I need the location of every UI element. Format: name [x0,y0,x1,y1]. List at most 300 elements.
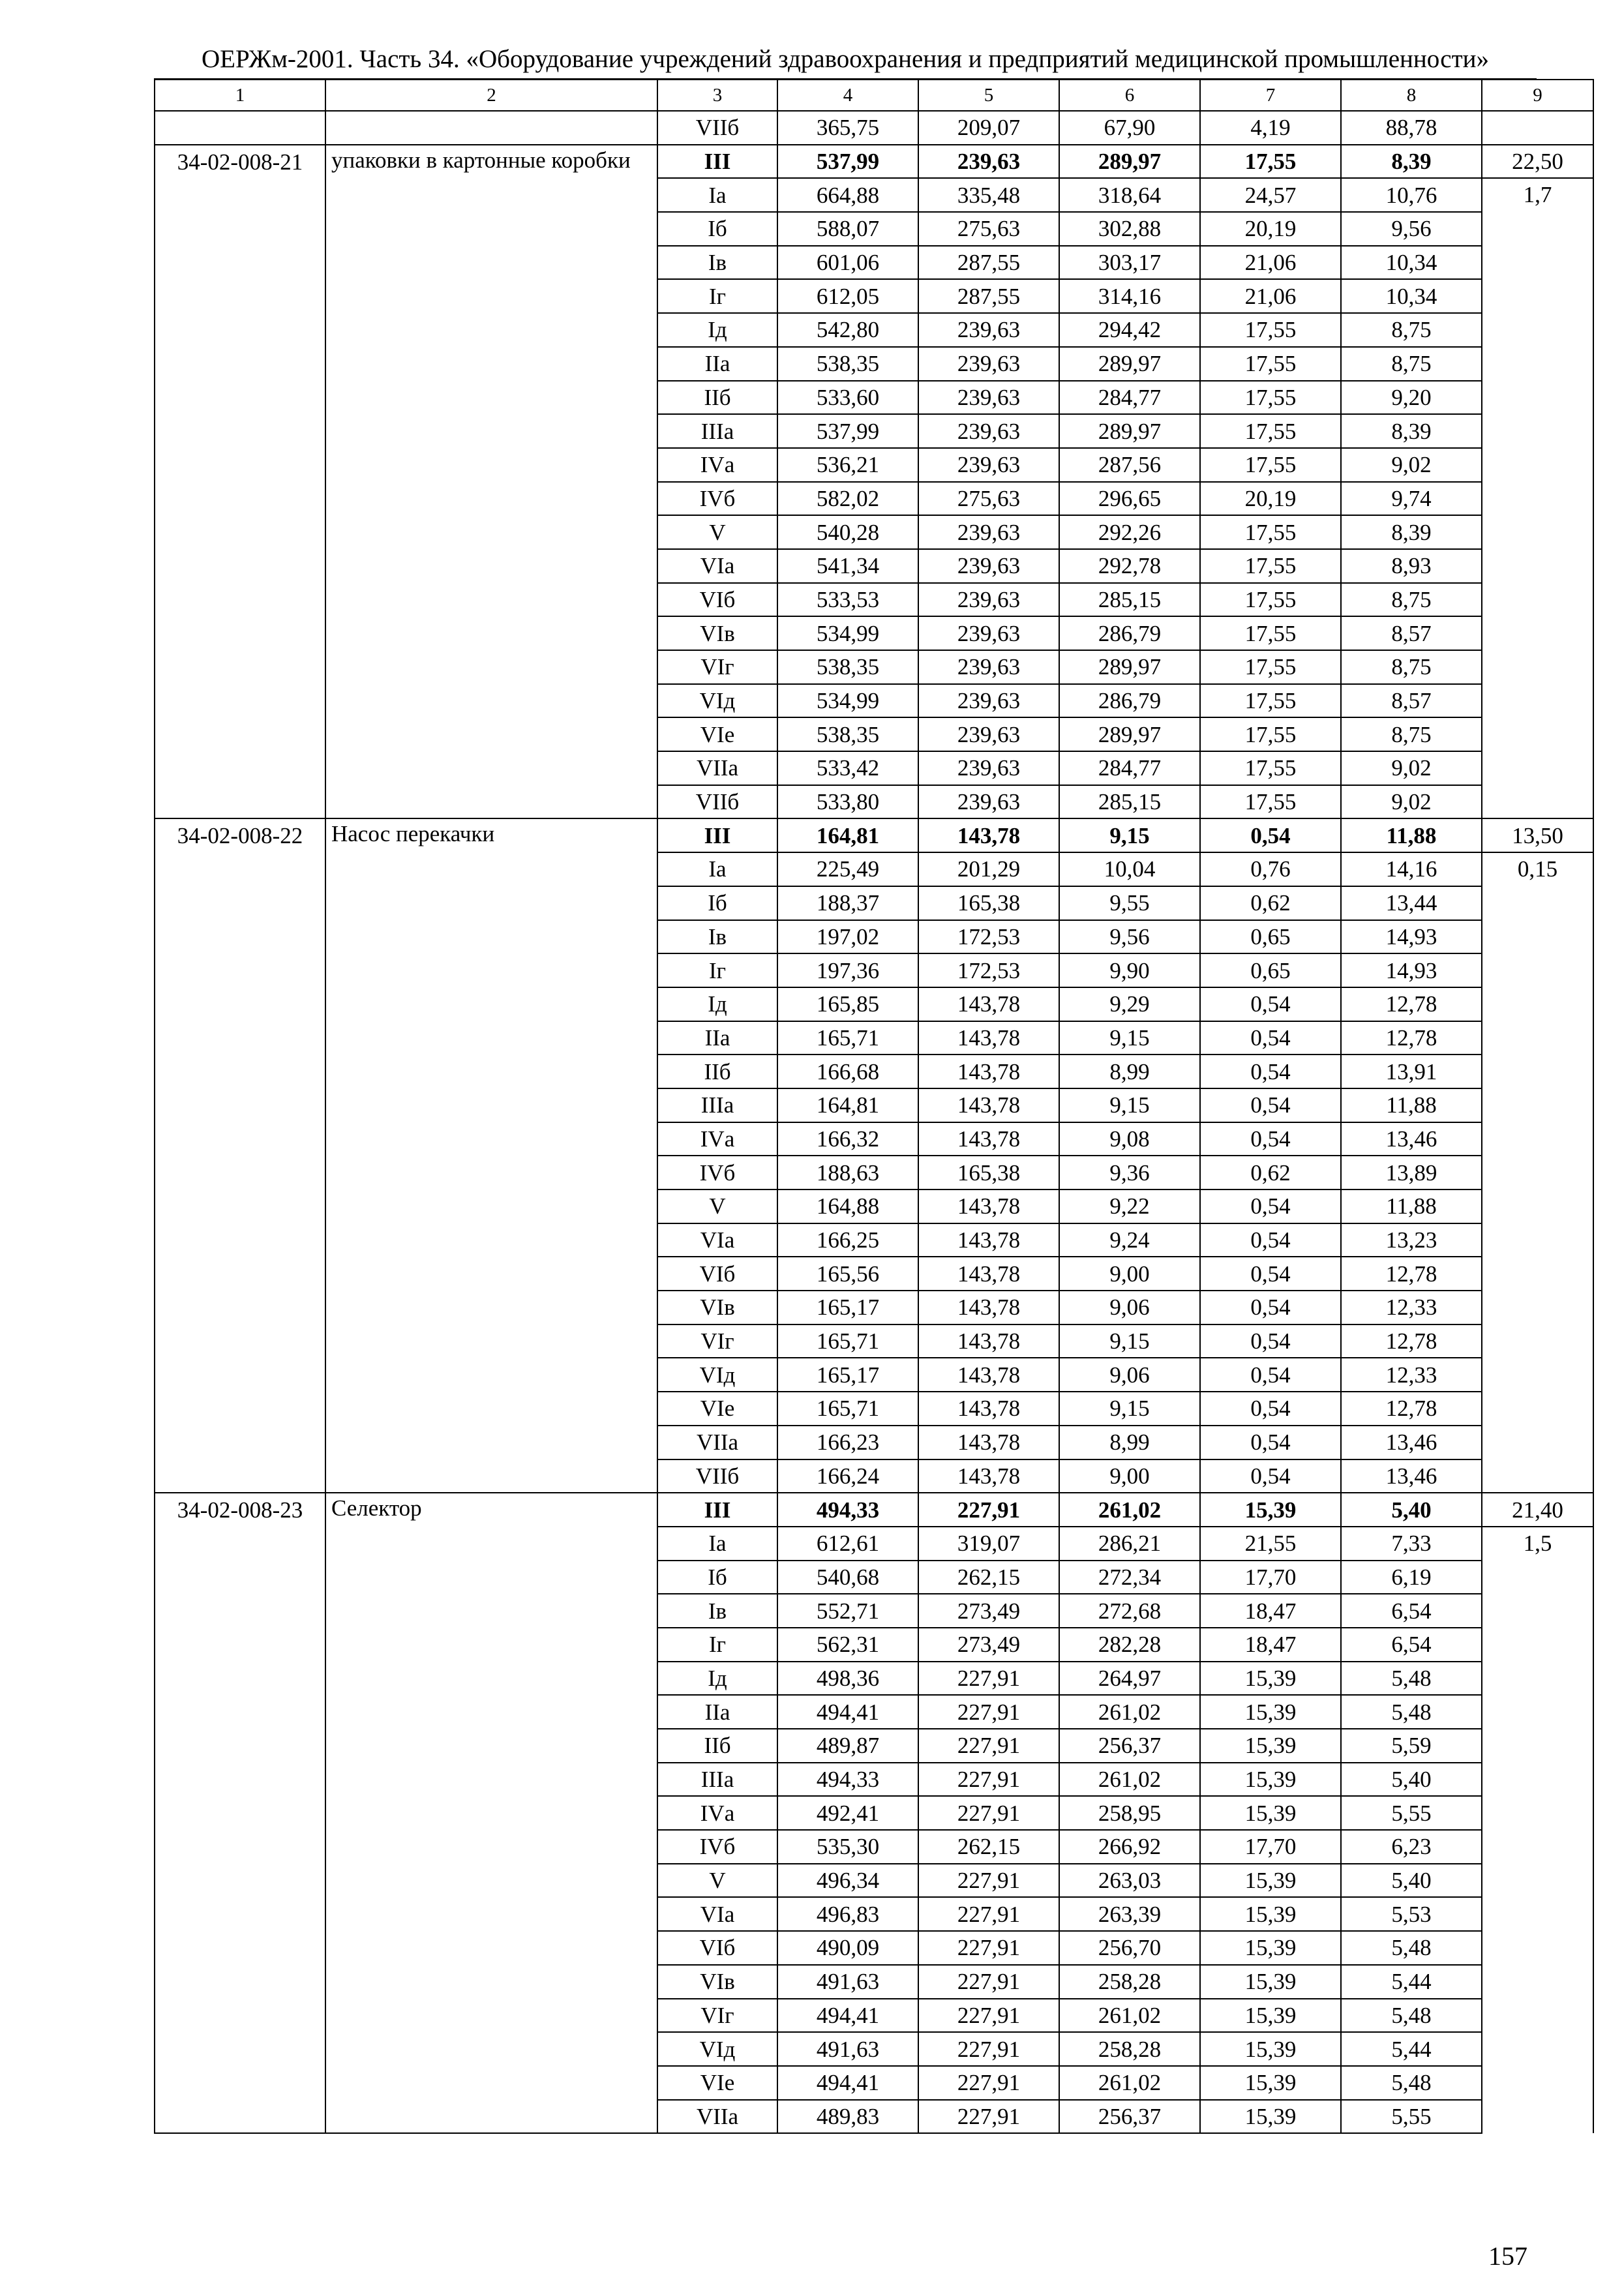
zone-cell: IIб [657,381,777,415]
value-cell: 5,48 [1341,1999,1482,2033]
value-cell: 533,80 [777,785,918,819]
value-cell: 5,59 [1341,1729,1482,1763]
value-cell: 8,75 [1341,313,1482,347]
value-cell: 266,92 [1059,1830,1200,1864]
value-cell: 165,71 [777,1021,918,1055]
value-cell: 15,39 [1200,1662,1341,1696]
value-cell: 165,17 [777,1358,918,1392]
value-cell: 258,28 [1059,1965,1200,1999]
page-number: 157 [1488,2241,1527,2271]
value-cell: 0,65 [1200,953,1341,987]
value-cell: 0,62 [1200,886,1341,920]
value-cell: 227,91 [918,1729,1059,1763]
zone-cell: VIв [657,1291,777,1324]
value-cell: 261,02 [1059,2066,1200,2100]
zone-cell: Iг [657,953,777,987]
value-cell: 164,88 [777,1189,918,1223]
value-cell: 5,48 [1341,1931,1482,1965]
zone-cell: VIIа [657,1426,777,1459]
value-cell: 225,49 [777,852,918,886]
value-cell: 17,70 [1200,1830,1341,1864]
value-cell: 538,35 [777,347,918,381]
value-cell: 10,76 [1341,178,1482,212]
value-cell: 10,04 [1059,852,1200,886]
value-cell: 17,55 [1200,717,1341,751]
zone-cell: VIIа [657,751,777,785]
value-cell: 8,75 [1341,650,1482,684]
value-cell: 5,44 [1341,2032,1482,2066]
value-cell: 143,78 [918,1392,1059,1426]
column-number: 3 [657,80,777,111]
zone-cell: VIа [657,549,777,583]
value-cell: 534,99 [777,616,918,650]
value-cell: 287,55 [918,246,1059,280]
code-cell: 34-02-008-22 [155,818,325,1493]
value-cell: 143,78 [918,1021,1059,1055]
value-cell: 5,40 [1341,1763,1482,1797]
value-cell: 14,93 [1341,953,1482,987]
value-cell: 166,23 [777,1426,918,1459]
value-cell: 143,78 [918,1257,1059,1291]
value-cell: 11,88 [1341,1088,1482,1122]
value-cell: 239,63 [918,448,1059,482]
value-cell: 17,55 [1200,414,1341,448]
note-cell: 0,15 [1482,852,1593,1493]
value-cell: 15,39 [1200,1796,1341,1830]
note-cell: 22,50 [1482,145,1593,179]
value-cell: 13,89 [1341,1156,1482,1189]
value-cell: 8,39 [1341,515,1482,549]
zone-cell: VIIб [657,785,777,819]
value-cell: 491,63 [777,2032,918,2066]
value-cell: 143,78 [918,1324,1059,1358]
value-cell: 143,78 [918,987,1059,1021]
zone-cell: IVа [657,448,777,482]
value-cell: 289,97 [1059,414,1200,448]
value-cell: 6,19 [1341,1561,1482,1594]
value-cell: 285,15 [1059,583,1200,617]
value-cell: 5,48 [1341,1662,1482,1696]
value-cell: 286,79 [1059,684,1200,718]
zone-cell: Iд [657,313,777,347]
column-number: 2 [325,80,657,111]
zone-cell: Iд [657,987,777,1021]
value-cell: 5,40 [1341,1864,1482,1898]
column-number: 5 [918,80,1059,111]
zone-cell: IVб [657,1830,777,1864]
column-number-row [155,80,1593,111]
value-cell: 287,56 [1059,448,1200,482]
value-cell: 17,55 [1200,381,1341,415]
value-cell: 0,54 [1200,1055,1341,1088]
value-cell: 15,39 [1200,1695,1341,1729]
zone-cell: V [657,1189,777,1223]
value-cell: 12,78 [1341,987,1482,1021]
value-cell: 239,63 [918,414,1059,448]
value-cell: 8,75 [1341,347,1482,381]
value-cell: 165,71 [777,1392,918,1426]
zone-cell: VIд [657,684,777,718]
table-row [155,145,1593,179]
value-cell: 7,33 [1341,1527,1482,1561]
value-cell: 289,97 [1059,145,1200,179]
value-cell: 88,78 [1341,111,1482,145]
value-cell: 143,78 [918,1189,1059,1223]
value-cell: 143,78 [918,1055,1059,1088]
value-cell: 166,24 [777,1459,918,1493]
zone-cell: III [657,818,777,852]
value-cell: 143,78 [918,1122,1059,1156]
value-cell: 17,55 [1200,448,1341,482]
zone-cell: Iг [657,1628,777,1662]
value-cell: 209,07 [918,111,1059,145]
value-cell: 9,29 [1059,987,1200,1021]
value-cell: 0,54 [1200,1358,1341,1392]
value-cell: 165,71 [777,1324,918,1358]
value-cell: 13,46 [1341,1122,1482,1156]
value-cell: 294,42 [1059,313,1200,347]
value-cell: 8,99 [1059,1055,1200,1088]
value-cell: 239,63 [918,650,1059,684]
zone-cell: Iа [657,178,777,212]
zone-cell: VIд [657,1358,777,1392]
value-cell: 538,35 [777,650,918,684]
value-cell: 612,61 [777,1527,918,1561]
value-cell: 286,79 [1059,616,1200,650]
value-cell: 13,23 [1341,1223,1482,1257]
note-cell: 13,50 [1482,818,1593,852]
value-cell: 263,39 [1059,1897,1200,1931]
value-cell: 8,57 [1341,616,1482,650]
zone-cell: IIа [657,1695,777,1729]
value-cell: 541,34 [777,549,918,583]
value-cell: 164,81 [777,1088,918,1122]
value-cell: 9,06 [1059,1291,1200,1324]
value-cell: 188,63 [777,1156,918,1189]
value-cell: 9,15 [1059,818,1200,852]
zone-cell: Iб [657,1561,777,1594]
value-cell: 17,55 [1200,515,1341,549]
value-cell: 588,07 [777,212,918,246]
name-cell: Насос перекачки [325,818,657,1493]
value-cell: 14,16 [1341,852,1482,886]
value-cell: 9,08 [1059,1122,1200,1156]
value-cell: 21,06 [1200,279,1341,313]
value-cell: 12,78 [1341,1257,1482,1291]
value-cell: 0,54 [1200,987,1341,1021]
zone-cell: IIIа [657,1763,777,1797]
zone-cell: Iа [657,852,777,886]
value-cell: 227,91 [918,1864,1059,1898]
code-cell: 34-02-008-21 [155,145,325,819]
value-cell: 285,15 [1059,785,1200,819]
value-cell: 239,63 [918,313,1059,347]
value-cell: 0,54 [1200,1122,1341,1156]
value-cell: 12,33 [1341,1358,1482,1392]
value-cell: 227,91 [918,1763,1059,1797]
value-cell: 9,15 [1059,1392,1200,1426]
value-cell: 0,54 [1200,1392,1341,1426]
value-cell: 8,39 [1341,145,1482,179]
value-cell: 9,15 [1059,1088,1200,1122]
value-cell: 272,68 [1059,1594,1200,1628]
value-cell: 18,47 [1200,1628,1341,1662]
zone-cell: VIд [657,2032,777,2066]
value-cell: 494,33 [777,1763,918,1797]
zone-cell: VIе [657,1392,777,1426]
value-cell: 282,28 [1059,1628,1200,1662]
value-cell: 496,34 [777,1864,918,1898]
value-cell: 143,78 [918,818,1059,852]
zone-cell: IVа [657,1122,777,1156]
value-cell: 256,37 [1059,2100,1200,2134]
zone-cell: IIIа [657,414,777,448]
value-cell: 318,64 [1059,178,1200,212]
value-cell: 262,15 [918,1830,1059,1864]
value-cell: 165,38 [918,1156,1059,1189]
value-cell: 286,21 [1059,1527,1200,1561]
value-cell: 239,63 [918,347,1059,381]
value-cell: 15,39 [1200,1999,1341,2033]
value-cell: 296,65 [1059,482,1200,516]
zone-cell: V [657,1864,777,1898]
value-cell: 5,55 [1341,2100,1482,2134]
zone-cell: IIб [657,1055,777,1088]
note-cell: 21,40 [1482,1493,1593,1527]
value-cell: 0,54 [1200,1088,1341,1122]
value-cell: 303,17 [1059,246,1200,280]
column-number: 1 [155,80,325,111]
value-cell: 165,85 [777,987,918,1021]
value-cell: 0,54 [1200,1189,1341,1223]
value-cell: 9,06 [1059,1358,1200,1392]
value-cell: 536,21 [777,448,918,482]
table-row [155,818,1593,852]
value-cell: 15,39 [1200,2100,1341,2134]
value-cell: 292,78 [1059,549,1200,583]
value-cell: 8,75 [1341,583,1482,617]
value-cell: 227,91 [918,1965,1059,1999]
zone-cell: VIIб [657,1459,777,1493]
note-cell [1482,111,1593,145]
value-cell: 166,32 [777,1122,918,1156]
value-cell: 272,34 [1059,1561,1200,1594]
name-cell [325,111,657,145]
value-cell: 8,39 [1341,414,1482,448]
value-cell: 9,20 [1341,381,1482,415]
value-cell: 261,02 [1059,1763,1200,1797]
value-cell: 9,56 [1059,920,1200,954]
zone-cell: IVб [657,482,777,516]
value-cell: 17,55 [1200,616,1341,650]
value-cell: 537,99 [777,145,918,179]
value-cell: 8,57 [1341,684,1482,718]
value-cell: 540,28 [777,515,918,549]
value-cell: 165,38 [918,886,1059,920]
value-cell: 17,55 [1200,650,1341,684]
value-cell: 5,53 [1341,1897,1482,1931]
zone-cell: VIб [657,583,777,617]
value-cell: 21,55 [1200,1527,1341,1561]
value-cell: 258,28 [1059,2032,1200,2066]
value-cell: 8,75 [1341,717,1482,751]
table-body [155,80,1593,2133]
value-cell: 20,19 [1200,482,1341,516]
value-cell: 496,83 [777,1897,918,1931]
value-cell: 6,23 [1341,1830,1482,1864]
value-cell: 143,78 [918,1426,1059,1459]
zone-cell: Iб [657,886,777,920]
value-cell: 12,78 [1341,1324,1482,1358]
zone-cell: IIа [657,1021,777,1055]
value-cell: 9,02 [1341,785,1482,819]
value-cell: 15,39 [1200,1931,1341,1965]
value-cell: 0,76 [1200,852,1341,886]
zone-cell: IIIа [657,1088,777,1122]
value-cell: 261,02 [1059,1999,1200,2033]
value-cell: 284,77 [1059,381,1200,415]
value-cell: 0,65 [1200,920,1341,954]
value-cell: 287,55 [918,279,1059,313]
value-cell: 5,55 [1341,1796,1482,1830]
zone-cell: VIе [657,2066,777,2100]
value-cell: 9,22 [1059,1189,1200,1223]
column-number: 4 [777,80,918,111]
value-cell: 0,54 [1200,818,1341,852]
value-cell: 165,17 [777,1291,918,1324]
value-cell: 14,93 [1341,920,1482,954]
zone-cell: III [657,145,777,179]
value-cell: 143,78 [918,1223,1059,1257]
value-cell: 9,55 [1059,886,1200,920]
value-cell: 494,41 [777,1695,918,1729]
value-cell: 533,53 [777,583,918,617]
value-cell: 264,97 [1059,1662,1200,1696]
column-number: 8 [1341,80,1482,111]
value-cell: 227,91 [918,2100,1059,2134]
value-cell: 227,91 [918,1493,1059,1527]
value-cell: 227,91 [918,1931,1059,1965]
value-cell: 239,63 [918,583,1059,617]
name-cell: Селектор [325,1493,657,2133]
value-cell: 256,37 [1059,1729,1200,1763]
value-cell: 12,33 [1341,1291,1482,1324]
zone-cell: VIг [657,1999,777,2033]
value-cell: 9,36 [1059,1156,1200,1189]
value-cell: 319,07 [918,1527,1059,1561]
value-cell: 12,78 [1341,1392,1482,1426]
zone-cell: Iг [657,279,777,313]
value-cell: 9,00 [1059,1257,1200,1291]
value-cell: 0,54 [1200,1324,1341,1358]
value-cell: 542,80 [777,313,918,347]
name-cell: упаковки в картонные коробки [325,145,657,819]
value-cell: 13,46 [1341,1426,1482,1459]
zone-cell: VIб [657,1931,777,1965]
value-cell: 0,54 [1200,1257,1341,1291]
value-cell: 15,39 [1200,1729,1341,1763]
column-number: 6 [1059,80,1200,111]
value-cell: 538,35 [777,717,918,751]
value-cell: 143,78 [918,1358,1059,1392]
value-cell: 13,91 [1341,1055,1482,1088]
value-cell: 9,56 [1341,212,1482,246]
value-cell: 494,41 [777,1999,918,2033]
value-cell: 552,71 [777,1594,918,1628]
value-cell: 10,34 [1341,279,1482,313]
value-cell: 612,05 [777,279,918,313]
value-cell: 166,25 [777,1223,918,1257]
value-cell: 8,93 [1341,549,1482,583]
value-cell: 188,37 [777,886,918,920]
value-cell: 239,63 [918,785,1059,819]
zone-cell: IVб [657,1156,777,1189]
value-cell: 24,57 [1200,178,1341,212]
value-cell: 533,60 [777,381,918,415]
value-cell: 258,95 [1059,1796,1200,1830]
value-cell: 314,16 [1059,279,1200,313]
zone-cell: Iб [657,212,777,246]
value-cell: 227,91 [918,2032,1059,2066]
value-cell: 12,78 [1341,1021,1482,1055]
value-cell: 534,99 [777,684,918,718]
value-cell: 143,78 [918,1088,1059,1122]
value-cell: 5,48 [1341,2066,1482,2100]
column-number: 9 [1482,80,1593,111]
zone-cell: Iа [657,1527,777,1561]
value-cell: 239,63 [918,684,1059,718]
value-cell: 9,74 [1341,482,1482,516]
value-cell: 227,91 [918,1999,1059,2033]
value-cell: 166,68 [777,1055,918,1088]
value-cell: 335,48 [918,178,1059,212]
value-cell: 0,54 [1200,1223,1341,1257]
value-cell: 489,83 [777,2100,918,2134]
value-cell: 172,53 [918,953,1059,987]
value-cell: 537,99 [777,414,918,448]
value-cell: 494,33 [777,1493,918,1527]
zone-cell: IIб [657,1729,777,1763]
value-cell: 289,97 [1059,650,1200,684]
value-cell: 261,02 [1059,1493,1200,1527]
note-cell: 1,7 [1482,178,1593,818]
value-cell: 15,39 [1200,1897,1341,1931]
table-row [155,111,1593,145]
zone-cell: Iв [657,1594,777,1628]
value-cell: 239,63 [918,616,1059,650]
value-cell: 9,00 [1059,1459,1200,1493]
value-cell: 491,63 [777,1965,918,1999]
zone-cell: VIа [657,1223,777,1257]
value-cell: 15,39 [1200,2066,1341,2100]
value-cell: 20,19 [1200,212,1341,246]
value-cell: 11,88 [1341,818,1482,852]
zone-cell: VIб [657,1257,777,1291]
zone-cell: Iв [657,246,777,280]
value-cell: 239,63 [918,381,1059,415]
value-cell: 17,55 [1200,347,1341,381]
value-cell: 0,54 [1200,1291,1341,1324]
value-cell: 540,68 [777,1561,918,1594]
value-cell: 562,31 [777,1628,918,1662]
value-cell: 275,63 [918,212,1059,246]
value-cell: 13,46 [1341,1459,1482,1493]
value-cell: 15,39 [1200,1965,1341,1999]
value-cell: 9,02 [1341,751,1482,785]
value-cell: 13,44 [1341,886,1482,920]
code-cell: 34-02-008-23 [155,1493,325,2133]
zone-cell: VIв [657,616,777,650]
